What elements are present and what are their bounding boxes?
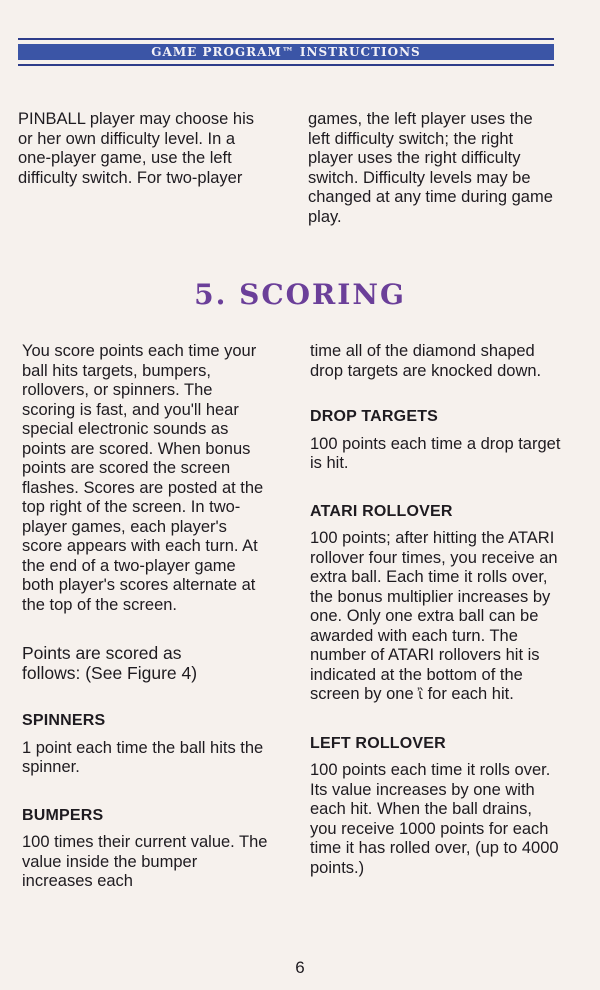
left-column [22,342,268,892]
points-lead-line1: Points are scored as [22,643,182,663]
spinners-heading: SPINNERS [22,712,106,729]
points-lead-line2: follows: (See Figure 4) [22,663,198,683]
top-left-paragraph [18,110,268,188]
left-rollover-text: 100 points each time it rolls over. Its value increases by one with each hit. When the ball drains, you receive 1000 points for each time it has rolled over, (up to 4000 points.) [310,761,559,877]
bumpers-continuation: time all of the diamond shaped drop targets are knocked down. [310,342,542,380]
section-title: 5. SCORING [194,278,406,311]
spinners-text: 1 point each time the ball hits the spinner. [22,738,264,776]
scoring-intro: You score points each time your ball hits targets, bumpers, rollovers, or spinners. The scoring is fast, and you'll hear special electronic sounds as points are scored. When bonus points are scored the screen flashes. Scores are posted at the top right of the screen. In two-player games, each player's score appears with each turn. At the end of a two-player game both player's scores alternate at the top of the screen. [22,342,264,614]
top-right-text: games, the left player uses the left difficulty switch; the right player uses the right difficulty switch. Difficulty levels may be changed at any time during game play. [308,110,553,226]
top-left-text: PINBALL player may choose his or her own difficulty level. In a one-player game, use the left difficulty switch. For two-player [18,110,255,187]
bumpers-text: 100 times their current value. The value inside the bumper increases each [22,833,268,890]
header-title: GAME PROGRAM™ INSTRUCTIONS [18,44,554,60]
page-number: 6 [295,958,305,977]
left-rollover-heading: LEFT ROLLOVER [310,734,446,752]
atari-rollover-text: 100 points; after hitting the ATARI rollover four times, you receive an extra ball. Each time it rolls over, the bonus multiplier increases by one. Only one extra ball can be awarded with each turn. The number of ATARI rollovers hit is indicated at the bottom of the screen by one [310,529,558,703]
drop-targets-heading: DROP TARGETS [310,408,439,425]
header-band [18,38,554,66]
atari-logo-icon: ἲ [418,687,423,703]
atari-rollover-text-end: for each hit. [427,685,514,703]
atari-rollover-paragraph [310,529,562,706]
bumpers-heading: BUMPERS [22,806,104,824]
drop-targets-text: 100 points each time a drop target is hit. [310,434,561,472]
right-column [310,342,562,878]
top-right-paragraph [308,110,558,227]
atari-rollover-heading: ATARI ROLLOVER [310,502,453,520]
